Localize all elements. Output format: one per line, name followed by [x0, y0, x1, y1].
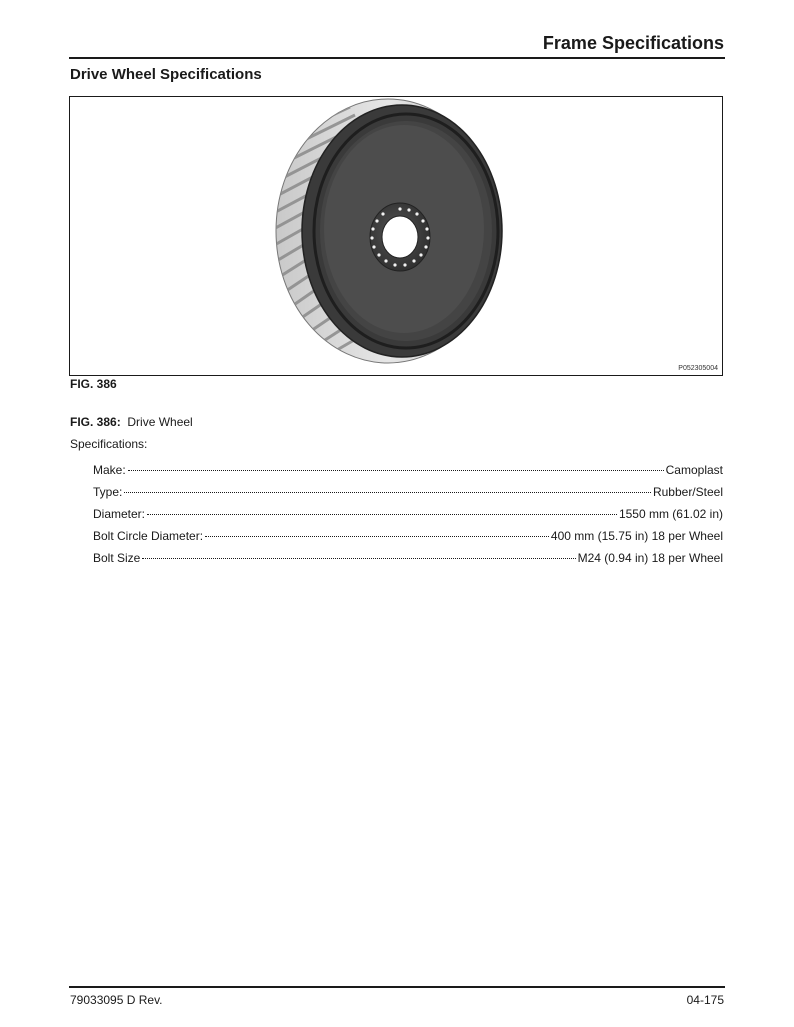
caption-label: FIG. 386:: [70, 415, 121, 429]
dot-leader: [205, 522, 549, 537]
dot-leader: [124, 478, 651, 493]
spec-value: 400 mm (15.75 in) 18 per Wheel: [550, 529, 723, 543]
chapter-title: Frame Specifications: [542, 33, 724, 53]
document-id: 79033095 D Rev.: [70, 993, 163, 1007]
footer-rule: [69, 986, 725, 988]
figure-label: FIG. 386: [70, 377, 117, 391]
figure-caption: [70, 415, 193, 429]
page-number: 04-175: [686, 993, 724, 1007]
spec-value: 1550 mm (61.02 in): [618, 507, 723, 521]
spec-value: Camoplast: [665, 463, 723, 477]
header-rule: [69, 57, 725, 59]
spec-row-bolt-size: [93, 547, 723, 569]
figure-frame: [69, 96, 723, 376]
dot-leader: [147, 500, 617, 515]
spec-list: [93, 459, 723, 569]
figure-code: P052305004: [678, 365, 718, 372]
drive-wheel-illustration: [70, 97, 722, 375]
caption-text: Drive Wheel: [127, 415, 193, 429]
spec-key: Diameter:: [93, 507, 146, 521]
spec-value: M24 (0.94 in) 18 per Wheel: [577, 551, 723, 565]
dot-leader: [128, 456, 664, 471]
dot-leader: [142, 544, 575, 559]
spec-key: Make:: [93, 463, 126, 477]
specs-heading: Specifications:: [70, 437, 148, 451]
spec-key: Type:: [93, 485, 123, 499]
spec-key: Bolt Circle Diameter:: [93, 529, 204, 543]
spec-key: Bolt Size: [93, 551, 141, 565]
spec-value: Rubber/Steel: [652, 485, 723, 499]
section-title: Drive Wheel Specifications: [70, 66, 262, 83]
